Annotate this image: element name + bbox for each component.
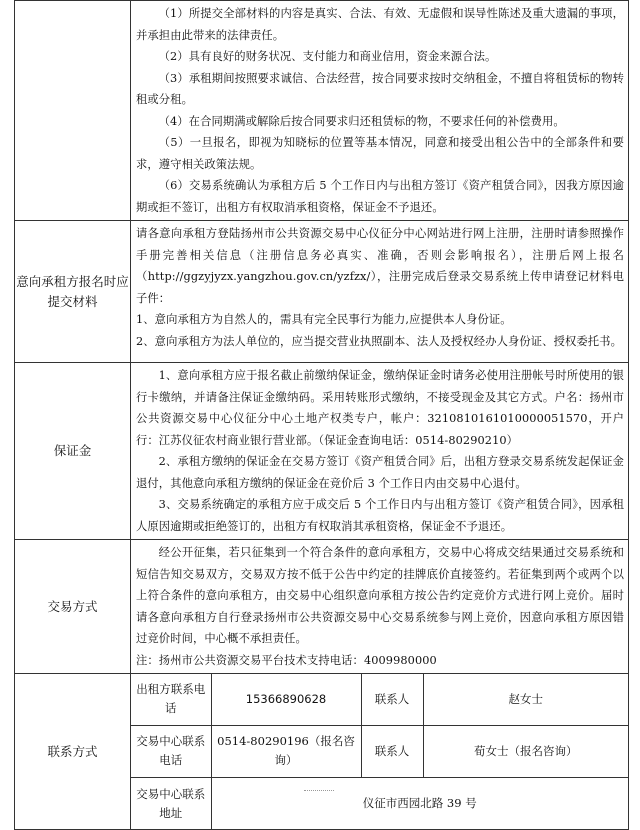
contact-key: 联系人 [361,725,423,777]
commitment-item: （2）具有良好的财务状况、支付能力和商业信用，资金来源合法。 [158,50,497,63]
trading-row [15,540,629,674]
deposit-item: 1、意向承租方应于报名截止前缴纳保证金，缴纳保证金时请务必使用注册帐号时所使用的银行卡缴纳，并请备注保证金缴纳码。采用转账形式缴纳，不接受现金及其它方式。户名：扬州市公共资源交易中心仪征分中心土地产权类专户，帐户：3210810161010000051570，开户行：江苏仪征农村商业银行营业部。（保证金查询电话：0514-80290210） [136,369,624,447]
contact-row [15,674,629,830]
contact-content [131,674,629,830]
deposit-item: 3、交易系统确定的承租方应于成交后 5 个工作日内与出租方签订《资产租赁合同》，因承租人原因逾期或拒绝签订的，出租方有权取消其承租资格，保证金不予退还。 [136,498,624,533]
trading-label: 交易方式 [15,540,131,674]
trading-note: 注：扬州市公共资源交易平台技术支持电话：4009980000 [136,653,437,667]
commitment-item: （3）承租期间按照要求诚信、合法经营，按合同要求按时交纳租金，不擅自将租赁标的物转租或分租。 [136,71,624,106]
trading-paragraph: 经公开征集，若只征集到一个符合条件的意向承租方，交易中心将成交结果通过交易系统和短信告知交易双方，交易双方按不低于公告中约定的挂牌底价直接签约。若征集到两个或两个以上符合条件的意向承租方，由交易中心组织意向承租方按公告约定竞价方式进行网上竞价。届时请各意向承租方自行登录扬州市公共资源交易中心交易系统参与网上竞价，因意向承租方原因错过竞价时间，中心概不承担责任。 [136,546,624,645]
commitments-content [131,1,629,221]
deposit-label: 保证金 [15,363,131,540]
contact-row-center [131,725,628,777]
contact-key: 联系人 [361,674,423,725]
info-table [14,0,629,830]
registration-row [15,221,629,363]
contact-key: 出租方联系电话 [131,674,211,725]
contact-table [131,674,628,829]
contact-person: 赵女士 [423,674,628,725]
commitment-item: （6）交易系统确认为承租方后 5 个工作日内与出租方签订《资产租赁合同》，因我方原因逾期或拒不签订，出租方有权取消承租资格，保证金不予退还。 [136,179,624,214]
registration-paragraph: 请各意向承租方登陆扬州市公共资源交易中心仪征分中心网站进行网上注册，注册时请参照操作手册完善相关信息（注册信息务必真实、准确，否则会影响报名），注册后网上报名（http://ggzyjyzx.yangzhou.gov.cn/yzfzx/），注册完成后登录交易系统上传申请登记材料电子件： [136,227,624,305]
contact-row-address [131,778,628,829]
registration-content [131,221,629,363]
commitment-item: （5）一旦报名，即视为知晓标的位置等基本情况，同意和接受出租公告中的全部条件和要求，遵守相关政策法规。 [136,136,624,171]
commitment-item: （4）在合同期满或解除后按合同要求归还租赁标的物，不要求任何的补偿费用。 [158,114,565,128]
page-footer-mark [304,790,334,792]
contact-phone: 15366890628 [211,674,361,725]
contact-address: 仪征市西园北路 39 号 [211,778,628,829]
deposit-content [131,363,629,540]
commitments-label-cell [15,1,131,221]
registration-item: 1、意向承租方为自然人的，需具有完全民事行为能力,应提供本人身份证。 [136,313,512,326]
contact-phone: 0514-80290196（报名咨询） [211,725,361,777]
contact-label: 联系方式 [15,674,131,830]
commitment-item: （1）所提交全部材料的内容是真实、合法、有效、无虚假和误导性陈述及重大遗漏的事项，并承担由此带来的法律责任。 [136,7,624,42]
deposit-row [15,363,629,540]
contact-key: 交易中心联系电话 [131,725,211,777]
contact-row-landlord [131,674,628,725]
commitments-row [15,1,629,221]
contact-key: 交易中心联系地址 [131,778,211,829]
trading-content [131,540,629,674]
deposit-item: 2、承租方缴纳的保证金在交易方签订《资产租赁合同》后，出租方登录交易系统发起保证金退付，其他意向承租方缴纳的保证金在竞价后 3 个工作日内由交易中心退付。 [136,455,624,490]
registration-label: 意向承租方报名时应提交材料 [15,221,131,363]
registration-item: 2、意向承租方为法人单位的，应当提交营业执照副本、法人及授权经办人身份证、授权委托书。 [136,334,622,348]
contact-person: 荀女士（报名咨询） [423,725,628,777]
